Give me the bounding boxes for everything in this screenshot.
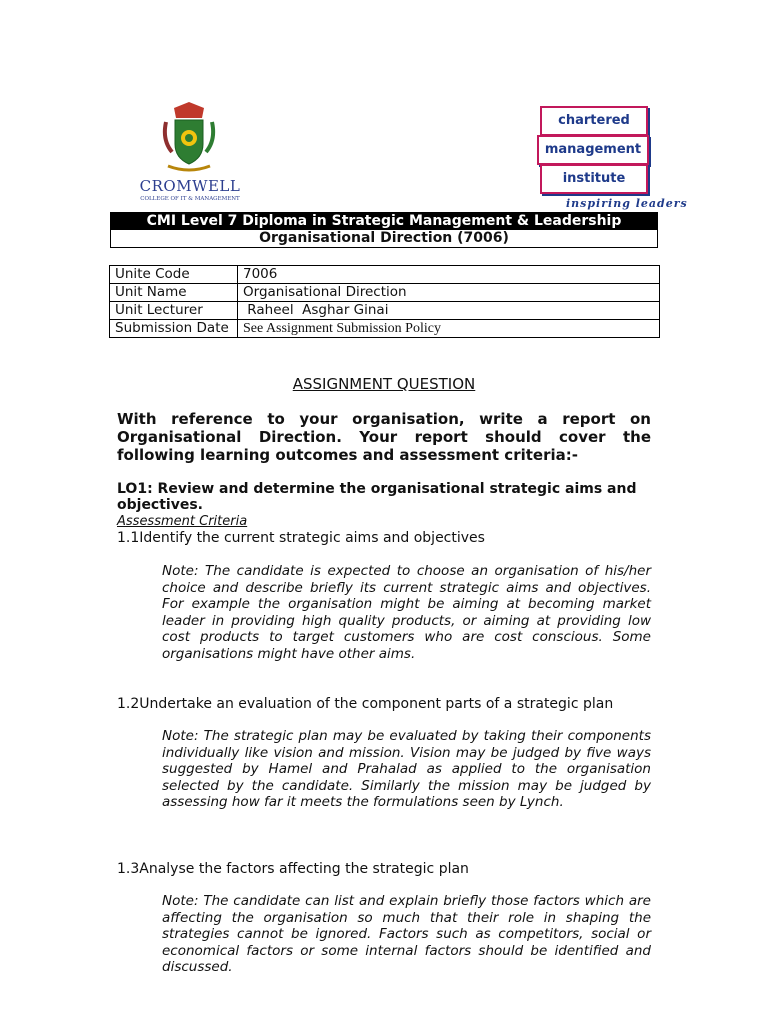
intro-paragraph: With reference to your organisation, write a report on Organisational Direction. Your report should cover the following learning outcomes and assessment criteria:- bbox=[117, 410, 651, 464]
info-label: Unite Code bbox=[110, 266, 238, 284]
criterion-1-3: 1.3Analyse the factors affecting the strategic plan bbox=[117, 861, 469, 877]
info-value: Organisational Direction bbox=[238, 284, 660, 302]
criterion-1-1-note: Note: The candidate is expected to choose an organisation of his/her choice and describe briefly its current strategic aims and objectives. For example the organisation might be aiming at becoming market leader in providing high quality products, or aiming at providing low cost products to target customers who are cost conscious. Some organisations might have other aims. bbox=[162, 563, 651, 662]
table-row bbox=[110, 266, 660, 284]
cromwell-subtitle: COLLEGE OF IT & MANAGEMENT bbox=[140, 196, 240, 202]
cmi-logo-line-1: chartered bbox=[540, 106, 648, 136]
table-row bbox=[110, 302, 660, 320]
unit-info-table bbox=[109, 265, 660, 338]
course-title: CMI Level 7 Diploma in Strategic Management & Leadership bbox=[110, 212, 658, 230]
table-row bbox=[110, 284, 660, 302]
criterion-1-1: 1.1Identify the current strategic aims and objectives bbox=[117, 530, 485, 546]
cmi-logo-line-3: institute bbox=[540, 164, 648, 194]
cromwell-crest-logo bbox=[160, 100, 218, 176]
criterion-1-2: 1.2Undertake an evaluation of the component parts of a strategic plan bbox=[117, 696, 614, 712]
info-label: Submission Date bbox=[110, 320, 238, 338]
criterion-1-3-note: Note: The candidate can list and explain briefly those factors which are affecting the organisation so much that their role in shaping the strategies cannot be ignored. Factors such as competitors, social or economical factors or some internal factors should be identified and discussed. bbox=[162, 893, 651, 975]
info-value: Raheel Asghar Ginai bbox=[238, 302, 660, 320]
assessment-criteria-label: Assessment Criteria bbox=[117, 514, 248, 529]
info-label: Unit Name bbox=[110, 284, 238, 302]
criterion-1-2-note: Note: The strategic plan may be evaluated by taking their components individually like vision and mission. Vision may be judged by five ways suggested by Hamel and Prahalad as applied to the organisation selected by the candidate. Similarly the mission may be judged by assessing how far it meets the formulations seen by Lynch. bbox=[162, 728, 651, 810]
info-label: Unit Lecturer bbox=[110, 302, 238, 320]
table-row bbox=[110, 320, 660, 338]
cmi-logo-line-2: management bbox=[537, 135, 649, 165]
assignment-heading: ASSIGNMENT QUESTION bbox=[292, 375, 476, 393]
learning-outcome-1: LO1: Review and determine the organisational strategic aims and objectives. bbox=[117, 481, 637, 513]
info-value: See Assignment Submission Policy bbox=[238, 320, 660, 338]
info-value: 7006 bbox=[238, 266, 660, 284]
cromwell-name: CROMWELL bbox=[139, 177, 241, 195]
unit-title: Organisational Direction (7006) bbox=[110, 230, 658, 248]
cmi-tagline: inspiring leaders bbox=[566, 197, 688, 210]
